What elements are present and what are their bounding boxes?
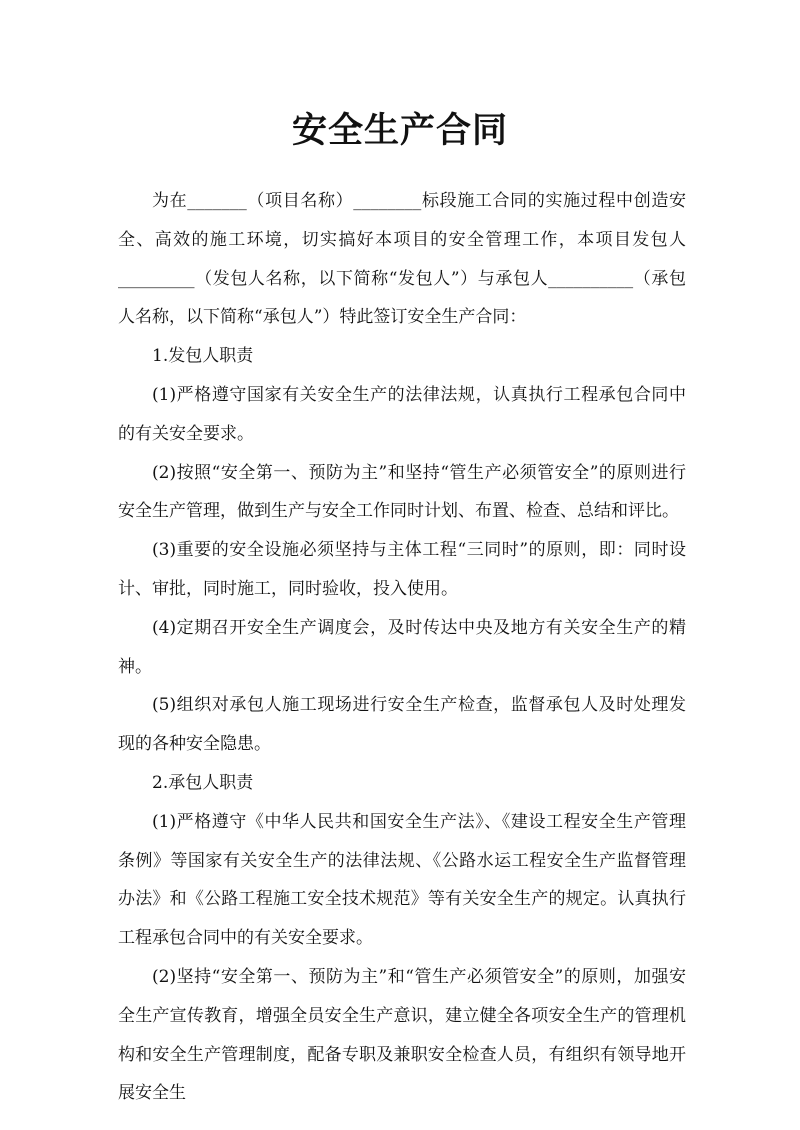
section-heading-employer-duties: 1.发包人职责 bbox=[152, 346, 254, 367]
document-title: 安全生产合同 bbox=[291, 110, 508, 151]
employer-duty-1: (1)严格遵守国家有关安全生产的法律法规，认真执行工程承包合同中的有关安全要求。 bbox=[118, 384, 686, 444]
document-body bbox=[118, 182, 686, 1113]
section-heading-contractor-duties: 2.承包人职责 bbox=[152, 772, 254, 793]
employer-duty-2: (2)按照“安全第一、预防为主”和坚持“管生产必须管安全”的原则进行安全生产管理，做到生产与安全工作同时计划、布置、检查、总结和评比。 bbox=[118, 462, 686, 522]
contractor-duty-1: (1)严格遵守《中华人民共和国安全生产法》、《建设工程安全生产管理条例》等国家有关安全生产的法律法规、《公路水运工程安全生产监督管理办法》和《公路工程施工安全技术规范》等有关安全生产的规定。认真执行工程承包合同中的有关安全要求。 bbox=[118, 811, 686, 949]
employer-duty-5: (5)组织对承包人施工现场进行安全生产检查，监督承包人及时处理发现的各种安全隐患。 bbox=[118, 695, 686, 755]
contractor-duty-2: (2)坚持“安全第一、预防为主”和“管生产必须管安全”的原则，加强安全生产宣传教育，增强全员安全生产意识，建立健全各项安全生产的管理机构和安全生产管理制度，配备专职及兼职安全检查人员，有组织有领导地开展安全生 bbox=[118, 966, 686, 1104]
intro-paragraph: 为在_______（项目名称）________标段施工合同的实施过程中创造安全、高效的施工环境，切实搞好本项目的安全管理工作，本项目发包人_________（发包人名称，以下简称“发包人”）与承包人__________（承包人名称，以下简称“承包人”）特此签订安全生产合同： bbox=[118, 191, 686, 328]
employer-duty-3: (3)重要的安全设施必须坚持与主体工程“三同时”的原则，即：同时设计、审批，同时施工，同时验收，投入使用。 bbox=[118, 540, 686, 599]
employer-duty-4: (4)定期召开安全生产调度会，及时传达中央及地方有关安全生产的精神。 bbox=[118, 617, 686, 677]
